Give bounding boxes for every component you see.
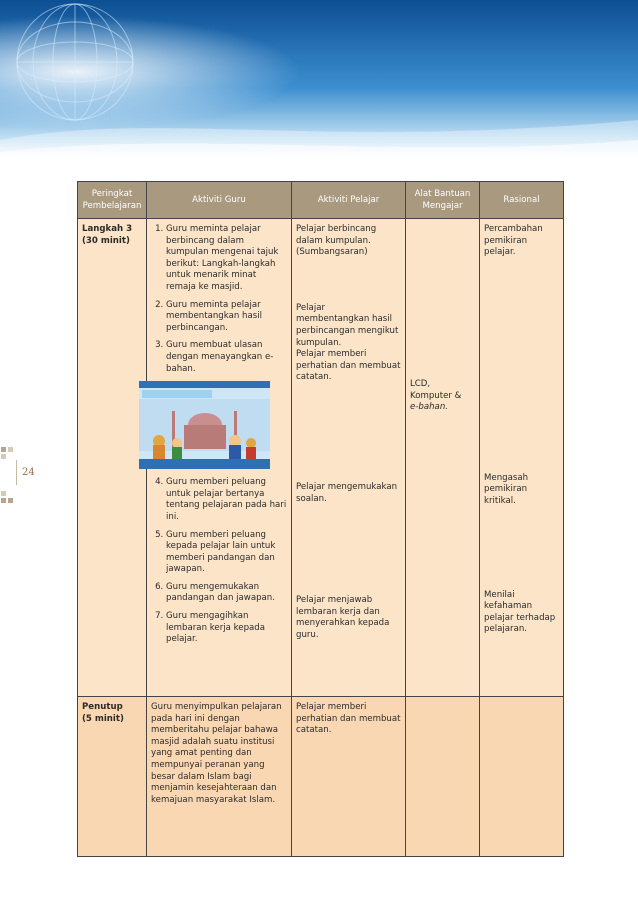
cell-rasional [480, 697, 564, 857]
globe-banner-graphic [0, 0, 638, 160]
list-item: 2. Guru meminta pelajar membentangkan hasil perbincangan. [166, 300, 287, 335]
step-title: Langkah 3 [82, 224, 133, 234]
step-title: Penutup [82, 702, 123, 712]
rasional-text: Percambahan pemikiran pelajar. [484, 224, 543, 258]
list-item: 3. Guru membuat ulasan dengan menayangkan e-bahan. [166, 340, 287, 375]
step-duration: (5 minit) [82, 713, 124, 724]
header-rasional: Rasional [480, 182, 564, 219]
pelajar-text: Pelajar menjawab lembaran kerja dan menyerahkan kepada guru. [296, 595, 390, 640]
header-peringkat: Peringkat Pembelajaran [78, 182, 147, 219]
margin-divider [16, 460, 18, 485]
margin-ornament-icon [0, 446, 14, 460]
rasional-text: Menilai kefahaman pelajar terhadap pelajaran. [484, 589, 556, 635]
header-aktiviti-pelajar: Aktiviti Pelajar [292, 182, 406, 219]
cell-peringkat [78, 697, 147, 857]
header-alat-bantuan: Alat Bantuan Mengajar [406, 182, 480, 219]
header-banner [0, 0, 638, 160]
table-row [78, 219, 564, 697]
list-item: 7. Guru mengagihkan lembaran kerja kepada pelajar. [166, 611, 287, 646]
cell-alat-bantuan [406, 697, 480, 857]
header-aktiviti-guru: Aktiviti Guru [147, 182, 292, 219]
cell-aktiviti-pelajar [292, 219, 406, 697]
pelajar-text: Pelajar membentangkan hasil perbincangan mengikut kumpulan. [296, 302, 399, 348]
cell-aktiviti-guru [147, 219, 292, 697]
list-item: 6. Guru mengemukakan pandangan dan jawapan. [166, 582, 287, 605]
list-item: 4. Guru memberi peluang untuk pelajar bertanya tentang pelajaran pada hari ini. [166, 477, 287, 523]
table-row [78, 697, 564, 857]
alat-text: e-bahan. [410, 402, 449, 413]
e-bahan-mosque-screenshot [139, 381, 270, 469]
lesson-plan-table [77, 181, 564, 857]
alat-text: LCD, [410, 379, 431, 389]
cell-aktiviti-pelajar: Pelajar memberi perhatian dan membuat catatan. [292, 697, 406, 857]
list-item: 5. Guru memberi peluang kepada pelajar lain untuk memberi pandangan dan jawapan. [166, 530, 287, 576]
cell-peringkat [78, 219, 147, 697]
list-item: 1. Guru meminta pelajar berbincang dalam kumpulan mengenai tajuk berikut: Langkah-langkah untuk menarik minat remaja ke masjid. [166, 224, 287, 294]
cell-aktiviti-guru: Guru menyimpulkan pelajaran pada hari ini dengan memberitahu pelajar bahawa masjid adalah suatu institusi yang amat penting dan mempunyai peranan yang besar dalam Islam bagi menjamin kesejahteraan dan kemajuan masyarakat Islam. [147, 697, 292, 857]
step-duration: (30 minit) [82, 235, 130, 246]
rasional-text: Mengasah pemikiran kritikal. [484, 472, 529, 506]
alat-text: Komputer & [410, 390, 462, 401]
table-header-row [78, 182, 564, 219]
pelajar-text: Pelajar memberi perhatian dan membuat catatan. [296, 349, 401, 383]
cell-alat-bantuan [406, 219, 480, 697]
pelajar-text: Pelajar berbincang dalam kumpulan. (Sumbangsaran) [296, 224, 377, 258]
pelajar-text: Pelajar mengemukakan soalan. [296, 481, 398, 504]
cell-rasional [480, 219, 564, 697]
page-number: 24 [22, 467, 35, 478]
margin-ornament-icon [0, 490, 14, 504]
